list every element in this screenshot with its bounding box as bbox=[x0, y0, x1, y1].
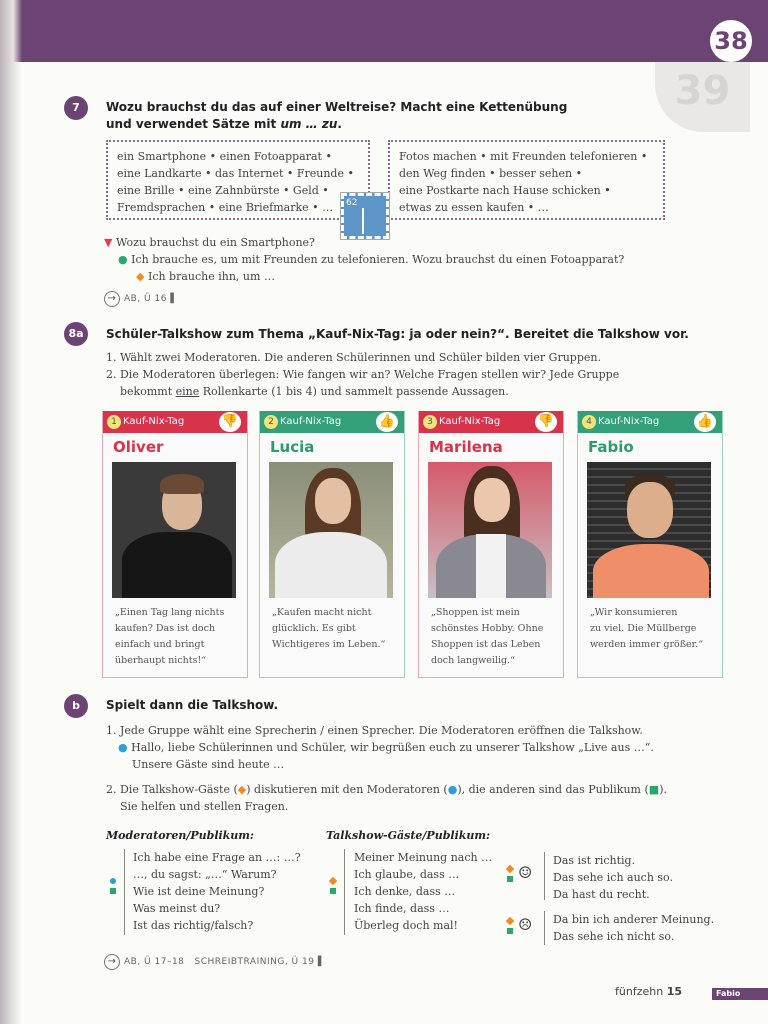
moderator-marker-icon bbox=[110, 878, 116, 884]
face-shape bbox=[627, 482, 673, 538]
card-caption: Kauf-Nix-Tag bbox=[123, 416, 185, 427]
task-b-example-2: Unsere Gäste sind heute … bbox=[132, 758, 285, 771]
phrase: Ich glaube, dass … bbox=[354, 868, 460, 881]
phrase: Ich habe eine Frage an …: …? bbox=[133, 851, 301, 864]
divider-line bbox=[124, 849, 125, 935]
task-7-heading bbox=[106, 99, 567, 133]
card-number: 2 bbox=[264, 415, 278, 429]
quote-line: „Kaufen macht nicht bbox=[272, 607, 372, 618]
smiley-sad-icon: ☹ bbox=[518, 915, 533, 934]
divider-line bbox=[344, 849, 345, 935]
item-text: ). bbox=[659, 783, 667, 796]
task-8a-item-2: 2. Die Moderatoren überlegen: Wie fangen wir an? Welche Fragen stellen wir? Jede Gruppe bbox=[106, 368, 620, 381]
card-name: Lucia bbox=[270, 438, 315, 456]
book-spine-shadow bbox=[0, 0, 22, 1024]
phrase: Da bin ich anderer Meinung. bbox=[553, 913, 715, 926]
quote-line: schönstes Hobby. Ohne bbox=[431, 623, 544, 634]
page-number-word: fünfzehn bbox=[615, 985, 664, 998]
card-name: Oliver bbox=[113, 438, 164, 456]
jacket-shape bbox=[122, 532, 232, 598]
word-box-line: etwas zu essen kaufen • … bbox=[399, 201, 549, 214]
item-text: ), die anderen sind das Publikum ( bbox=[457, 783, 649, 796]
task-8a-heading: Schüler-Talkshow zum Thema „Kauf-Nix-Tag: ja oder nein?“. Bereitet die Talkshow vor. bbox=[106, 327, 689, 341]
photo-fabio bbox=[587, 462, 711, 598]
phrases-moderators bbox=[133, 849, 301, 934]
quote-line: „Shoppen ist mein bbox=[431, 607, 520, 618]
phrase: Was meinst du? bbox=[133, 902, 221, 915]
phrase: Da hast du recht. bbox=[553, 888, 650, 901]
quote-line: zu viel. Die Müllberge bbox=[590, 623, 697, 634]
diamond-bullet-icon: ◆ bbox=[136, 270, 145, 283]
face-shape bbox=[474, 478, 510, 522]
phrases-disagree bbox=[553, 911, 714, 945]
card-quote bbox=[590, 605, 714, 653]
item-underlined: eine bbox=[175, 385, 200, 398]
thumbs-down-icon: 👎 bbox=[219, 412, 241, 432]
smiley-happy-icon: ☺ bbox=[518, 863, 533, 882]
label-guests-audience: Talkshow-Gäste/Publikum: bbox=[326, 829, 491, 842]
task-b-badge: b bbox=[64, 694, 88, 718]
audience-marker-icon bbox=[330, 888, 336, 894]
quote-line: werden immer größer.“ bbox=[590, 639, 704, 650]
hair-shape bbox=[160, 474, 204, 494]
quote-line: „Einen Tag lang nichts bbox=[115, 607, 225, 618]
triangle-bullet-icon: ▼ bbox=[104, 236, 113, 249]
moderator-bullet-icon: ● bbox=[118, 741, 128, 754]
task-b-item-2 bbox=[106, 781, 667, 798]
word-box-line: eine Landkarte • das Internet • Freunde • bbox=[117, 167, 354, 180]
header-band bbox=[0, 0, 768, 62]
thumbs-up-icon: 👍 bbox=[376, 412, 398, 432]
role-card-lucia bbox=[259, 411, 405, 678]
workbook-reference: → AB, Ü 17–18 SCHREIBTRAINING, Ü 19 ▌ bbox=[104, 954, 325, 970]
card-caption-bar bbox=[260, 411, 404, 433]
card-caption: Kauf-Nix-Tag bbox=[280, 416, 342, 427]
phrase: Überleg doch mal! bbox=[354, 919, 458, 932]
heading-text: und verwendet Sätze mit bbox=[106, 117, 281, 131]
face-shape bbox=[315, 478, 351, 524]
word-box-line: Fremdsprachen • eine Briefmarke • … bbox=[117, 201, 334, 214]
guest-marker-icon bbox=[506, 865, 514, 873]
card-caption-bar bbox=[103, 411, 247, 433]
moderator-circle-icon: ● bbox=[447, 783, 458, 796]
card-quote bbox=[431, 605, 555, 669]
task-8a-item-2-continued bbox=[120, 383, 509, 400]
item-text: bekommt bbox=[120, 385, 176, 398]
phrase: Ist das richtig/falsch? bbox=[133, 919, 254, 932]
photo-marilena bbox=[428, 462, 552, 598]
word-box-line: Fotos machen • mit Freunden telefonieren • bbox=[399, 150, 648, 163]
task-7-heading-line1: Wozu brauchst du das auf einer Weltreise? Macht eine Kettenübung bbox=[106, 100, 568, 114]
card-caption: Kauf-Nix-Tag bbox=[598, 416, 660, 427]
next-page-number-ghost: 39 bbox=[655, 62, 750, 132]
quote-line: doch langweilig.“ bbox=[431, 655, 515, 666]
arrow-right-icon: → bbox=[104, 291, 120, 307]
dialog-line-3 bbox=[136, 268, 275, 285]
postage-stamp-image bbox=[341, 193, 389, 239]
divider-line bbox=[544, 852, 545, 900]
card-quote bbox=[272, 605, 396, 653]
task-8a-item-1: 1. Wählt zwei Moderatoren. Die anderen Schülerinnen und Schüler bilden vier Gruppen. bbox=[106, 351, 601, 364]
photo-lucia bbox=[269, 462, 393, 598]
card-name: Fabio bbox=[588, 438, 634, 456]
task-8a-badge: 8a bbox=[64, 322, 88, 346]
audience-marker-icon bbox=[507, 876, 513, 882]
reference-text: AB, Ü 17–18 bbox=[124, 957, 185, 967]
item-text: 2. Die Talkshow-Gäste ( bbox=[106, 783, 238, 796]
tshirt-shape bbox=[593, 544, 709, 598]
phrase: Wie ist deine Meinung? bbox=[133, 885, 265, 898]
reference-text: AB, Ü 16 bbox=[124, 294, 167, 304]
phrase: Das sehe ich nicht so. bbox=[553, 930, 675, 943]
arrow-right-icon: → bbox=[104, 954, 120, 970]
phrases-agree bbox=[553, 852, 673, 903]
task-b-item-1: 1. Jede Gruppe wählt eine Sprecherin / einen Sprecher. Die Moderatoren eröffnen die Talkshow. bbox=[106, 724, 643, 737]
card-number: 4 bbox=[582, 415, 596, 429]
phrase: Ich finde, dass … bbox=[354, 902, 450, 915]
phrase: Ich denke, dass … bbox=[354, 885, 456, 898]
thumbs-up-icon: 👍 bbox=[694, 412, 716, 432]
audience-marker-icon bbox=[110, 888, 116, 894]
card-caption-bar bbox=[578, 411, 722, 433]
item-text: ) diskutieren mit den Moderatoren ( bbox=[246, 783, 448, 796]
dialog-text: Wozu brauchst du ein Smartphone? bbox=[115, 236, 315, 249]
reference-text: SCHREIBTRAINING, Ü 19 bbox=[194, 957, 315, 967]
task-b-example-1 bbox=[118, 739, 654, 756]
phrase: Meiner Meinung nach … bbox=[354, 851, 493, 864]
role-card-oliver bbox=[102, 411, 248, 678]
card-caption: Kauf-Nix-Tag bbox=[439, 416, 501, 427]
word-box-left bbox=[106, 140, 370, 220]
phrase: Das sehe ich auch so. bbox=[553, 871, 673, 884]
card-caption-bar bbox=[419, 411, 563, 433]
word-box-line: eine Postkarte nach Hause schicken • bbox=[399, 184, 611, 197]
word-box-line: den Weg finden • besser sehen • bbox=[399, 167, 583, 180]
task-7-badge: 7 bbox=[64, 96, 88, 120]
card-name: Marilena bbox=[429, 438, 503, 456]
word-box-line: ein Smartphone • einen Fotoapparat • bbox=[117, 150, 332, 163]
divider-line bbox=[544, 911, 545, 945]
quote-line: einfach und bringt bbox=[115, 639, 205, 650]
photo-oliver bbox=[112, 462, 236, 598]
phrases-guests bbox=[354, 849, 492, 934]
quote-line: Wichtigeres im Leben.“ bbox=[272, 639, 386, 650]
guest-marker-icon bbox=[506, 917, 514, 925]
phrase: …, du sagst: „…“ Warum? bbox=[133, 868, 277, 881]
circle-bullet-icon: ● bbox=[118, 253, 128, 266]
dialog-text: Ich brauche ihn, um … bbox=[147, 270, 275, 283]
heading-text-end: . bbox=[337, 117, 342, 131]
label-moderators-audience: Moderatoren/Publikum: bbox=[106, 829, 254, 842]
guest-diamond-icon: ◆ bbox=[237, 783, 247, 796]
word-box-line: eine Brille • eine Zahnbürste • Geld • bbox=[117, 184, 329, 197]
word-box-right bbox=[388, 140, 665, 220]
guest-marker-icon bbox=[329, 877, 337, 885]
dialog-line-2 bbox=[118, 251, 624, 268]
workbook-reference: → AB, Ü 16 ▌ bbox=[104, 291, 178, 307]
stamp-tower-shape bbox=[362, 208, 364, 234]
role-card-fabio bbox=[577, 411, 723, 678]
quote-line: „Wir konsumieren bbox=[590, 607, 678, 618]
page-footer bbox=[615, 985, 682, 998]
example-text: Hallo, liebe Schülerinnen und Schüler, wir begrüßen euch zu unserer Talkshow „Live aus …“. bbox=[131, 741, 654, 754]
thumbs-down-icon: 👎 bbox=[535, 412, 557, 432]
task-7-heading-line2 bbox=[106, 116, 567, 133]
card-number: 3 bbox=[423, 415, 437, 429]
task-b-item-2-continued: Sie helfen und stellen Fragen. bbox=[120, 800, 289, 813]
card-quote bbox=[115, 605, 239, 669]
role-card-marilena bbox=[418, 411, 564, 678]
sweater-shape bbox=[275, 532, 387, 598]
quote-line: glücklich. Es gibt bbox=[272, 623, 356, 634]
task-b-heading: Spielt dann die Talkshow. bbox=[106, 698, 279, 712]
shirt-shape bbox=[476, 534, 506, 598]
audience-marker-icon bbox=[507, 928, 513, 934]
page-number-badge: 38 bbox=[708, 18, 754, 64]
page-number-footer: 15 bbox=[666, 985, 682, 998]
quote-line: überhaupt nichts!“ bbox=[115, 655, 207, 666]
quote-line: kaufen? Das ist doch bbox=[115, 623, 216, 634]
heading-emphasis: um … zu bbox=[280, 117, 338, 131]
stamp-value: 62 bbox=[346, 198, 358, 208]
phrase: Das ist richtig. bbox=[553, 854, 636, 867]
item-text-end: Rollenkarte (1 bis 4) und sammelt passende Aussagen. bbox=[199, 385, 509, 398]
dialog-text: Ich brauche es, um mit Freunden zu telefonieren. Wozu brauchst du einen Fotoapparat? bbox=[131, 253, 625, 266]
audience-square-icon: ■ bbox=[648, 783, 660, 796]
dialog-line-1 bbox=[104, 234, 315, 251]
quote-line: Shoppen ist das Leben bbox=[431, 639, 541, 650]
card-number: 1 bbox=[107, 415, 121, 429]
footer-tag: Fabio bbox=[712, 988, 768, 1000]
